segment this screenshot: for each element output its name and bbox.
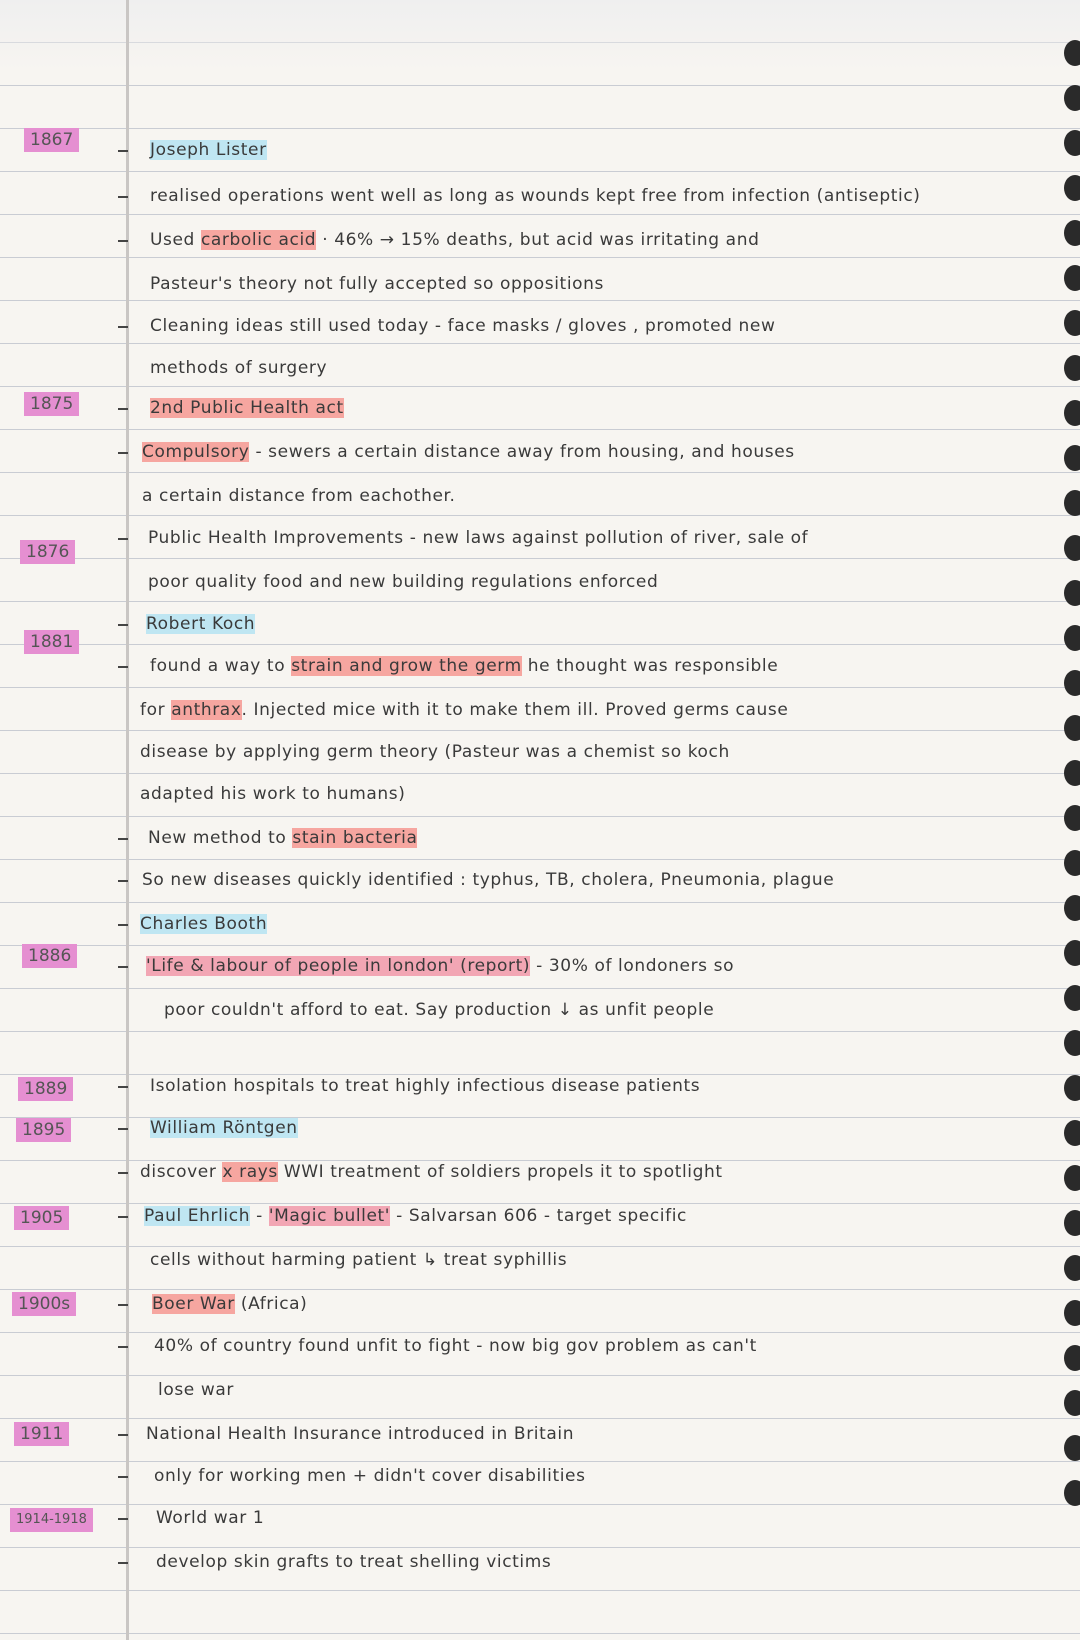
binding-ring [1064, 220, 1080, 246]
note-line [142, 868, 834, 892]
year-label: 1914-1918 [10, 1508, 93, 1532]
note-line [148, 526, 808, 550]
note-text: realised operations went well as long as wounds kept free from infection (antiseptic) [150, 186, 921, 206]
bullet-dash [118, 326, 128, 328]
year-label: 1889 [18, 1077, 73, 1101]
year-label: 1911 [14, 1422, 69, 1446]
year-label: 1867 [24, 128, 79, 152]
note-text: methods of surgery [150, 358, 328, 378]
note-line [140, 1160, 723, 1184]
note-line [144, 1204, 687, 1228]
highlighted-text: carbolic acid [200, 230, 317, 250]
note-line [140, 782, 406, 806]
note-text: · 46% → 15% deaths, but acid was irritating and [316, 230, 760, 250]
note-text: Used [150, 230, 201, 250]
note-text: New method to [148, 828, 293, 848]
binding-ring [1064, 940, 1080, 966]
note-text: So new diseases quickly identified : typhus, TB, cholera, Pneumonia, plague [142, 870, 835, 890]
binding-ring [1064, 625, 1080, 651]
note-text: Isolation hospitals to treat highly infectious disease patients [150, 1076, 701, 1096]
binding-ring [1064, 1030, 1080, 1056]
bullet-dash [118, 966, 128, 968]
binding-ring [1064, 130, 1080, 156]
note-line [150, 1248, 567, 1272]
year-label: 1881 [24, 630, 79, 654]
highlighted-text: Joseph Lister [150, 140, 267, 160]
binding-ring [1064, 1075, 1080, 1101]
note-line [150, 356, 327, 380]
highlighted-text: Boer War [152, 1294, 235, 1314]
highlighted-text: anthrax [171, 700, 242, 720]
bullet-dash [118, 1172, 128, 1174]
bullet-dash [118, 624, 128, 626]
binding-ring [1064, 400, 1080, 426]
note-text: for [140, 700, 172, 720]
page-top-shading [0, 0, 1080, 70]
year-label: 1886 [22, 944, 77, 968]
highlighted-text: Robert Koch [146, 614, 256, 634]
binding-ring [1064, 40, 1080, 66]
bullet-dash [118, 408, 128, 410]
note-line [146, 1422, 574, 1446]
note-text: WWI treatment of soldiers propels it to spotlight [277, 1162, 723, 1182]
binding-ring [1064, 1255, 1080, 1281]
note-text: adapted his work to humans) [140, 784, 406, 804]
binding-ring [1064, 760, 1080, 786]
binding-ring [1064, 715, 1080, 741]
year-label: 1900s [12, 1292, 76, 1316]
spiral-binding [1060, 40, 1080, 1640]
binding-ring [1064, 850, 1080, 876]
highlighted-text: strain and grow the germ [291, 656, 522, 676]
binding-ring [1064, 1165, 1080, 1191]
note-line [148, 570, 658, 594]
bullet-dash [118, 1562, 128, 1564]
note-text: 40% of country found unfit to fight - now big gov problem as can't [154, 1336, 757, 1356]
binding-ring [1064, 265, 1080, 291]
note-line [154, 1334, 757, 1358]
binding-ring [1064, 490, 1080, 516]
note-text: he thought was responsible [521, 656, 779, 676]
note-line [146, 954, 734, 978]
highlighted-text: x rays [222, 1162, 278, 1182]
binding-ring [1064, 445, 1080, 471]
note-text: - 30% of londoners so [530, 956, 735, 976]
note-text: World war 1 [156, 1508, 265, 1528]
binding-ring [1064, 1120, 1080, 1146]
note-line [150, 138, 267, 162]
bullet-dash [118, 880, 128, 882]
bullet-dash [118, 1476, 128, 1478]
bullet-dash [118, 1128, 128, 1130]
note-text: only for working men + didn't cover disabilities [154, 1466, 586, 1486]
note-text: cells without harming patient ↳ treat syphillis [150, 1250, 568, 1270]
year-label: 1875 [24, 392, 79, 416]
note-line [150, 272, 604, 296]
note-line [142, 484, 456, 508]
note-text: Public Health Improvements - new laws against pollution of river, sale of [148, 528, 809, 548]
bullet-dash [118, 838, 128, 840]
note-text: - [250, 1206, 269, 1226]
highlighted-text: Compulsory [142, 442, 250, 462]
bullet-dash [118, 1086, 128, 1088]
note-line [150, 228, 759, 252]
note-text: Pasteur's theory not fully accepted so oppositions [150, 274, 604, 294]
year-label: 1876 [20, 540, 75, 564]
binding-ring [1064, 1345, 1080, 1371]
note-line [152, 1292, 307, 1316]
note-line [150, 396, 344, 420]
note-text: disease by applying germ theory (Pasteur was a chemist so koch [140, 742, 730, 762]
year-label: 1895 [16, 1118, 71, 1142]
binding-ring [1064, 805, 1080, 831]
binding-ring [1064, 310, 1080, 336]
note-line [150, 654, 778, 678]
bullet-dash [118, 150, 128, 152]
note-text: - Salvarsan 606 - target specific [390, 1206, 687, 1226]
note-line [140, 912, 267, 936]
note-text: discover [140, 1162, 223, 1182]
binding-ring [1064, 1210, 1080, 1236]
note-line [150, 1116, 298, 1140]
highlighted-text: stain bacteria [292, 828, 418, 848]
binding-ring [1064, 175, 1080, 201]
binding-ring [1064, 1300, 1080, 1326]
highlighted-text: 'Life & labour of people in london' (report) [146, 956, 531, 976]
note-line [148, 826, 417, 850]
binding-ring [1064, 535, 1080, 561]
binding-ring [1064, 85, 1080, 111]
note-text: a certain distance from eachother. [142, 486, 456, 506]
highlighted-text: Paul Ehrlich [144, 1206, 251, 1226]
bullet-dash [118, 196, 128, 198]
note-text: poor couldn't afford to eat. Say production ↓ as unfit people [164, 1000, 715, 1020]
binding-ring [1064, 580, 1080, 606]
note-text: - sewers a certain distance away from housing, and houses [249, 442, 795, 462]
note-line [140, 740, 730, 764]
bullet-dash [118, 452, 128, 454]
binding-ring [1064, 1480, 1080, 1506]
bullet-dash [118, 666, 128, 668]
note-line [164, 998, 714, 1022]
note-text: . Injected mice with it to make them ill. Proved germs cause [241, 700, 789, 720]
bullet-dash [118, 1346, 128, 1348]
binding-ring [1064, 355, 1080, 381]
highlighted-text: 'Magic bullet' [268, 1206, 391, 1226]
note-text: develop skin grafts to treat shelling victims [156, 1552, 552, 1572]
note-line [150, 314, 775, 338]
year-label: 1905 [14, 1206, 69, 1230]
bullet-dash [118, 1304, 128, 1306]
margin-line [126, 0, 129, 1640]
note-text: poor quality food and new building regulations enforced [148, 572, 659, 592]
note-text: lose war [158, 1380, 234, 1400]
binding-ring [1064, 670, 1080, 696]
note-text: National Health Insurance introduced in Britain [146, 1424, 575, 1444]
bullet-dash [118, 924, 128, 926]
note-line [154, 1464, 586, 1488]
note-line [156, 1506, 264, 1530]
note-line [158, 1378, 234, 1402]
note-line [140, 698, 788, 722]
bullet-dash [118, 1434, 128, 1436]
binding-ring [1064, 1435, 1080, 1461]
note-line [150, 184, 921, 208]
binding-ring [1064, 1390, 1080, 1416]
note-text: (Africa) [234, 1294, 308, 1314]
bullet-dash [118, 1216, 128, 1218]
highlighted-text: 2nd Public Health act [150, 398, 344, 418]
note-line [150, 1074, 700, 1098]
note-line [146, 612, 255, 636]
highlighted-text: Charles Booth [140, 914, 268, 934]
highlighted-text: William Röntgen [150, 1118, 298, 1138]
binding-ring [1064, 985, 1080, 1011]
note-text: Cleaning ideas still used today - face masks / gloves , promoted new [150, 316, 776, 336]
note-text: found a way to [150, 656, 292, 676]
note-line [156, 1550, 551, 1574]
bullet-dash [118, 1518, 128, 1520]
binding-ring [1064, 895, 1080, 921]
bullet-dash [118, 240, 128, 242]
note-line [142, 440, 795, 464]
bullet-dash [118, 538, 128, 540]
